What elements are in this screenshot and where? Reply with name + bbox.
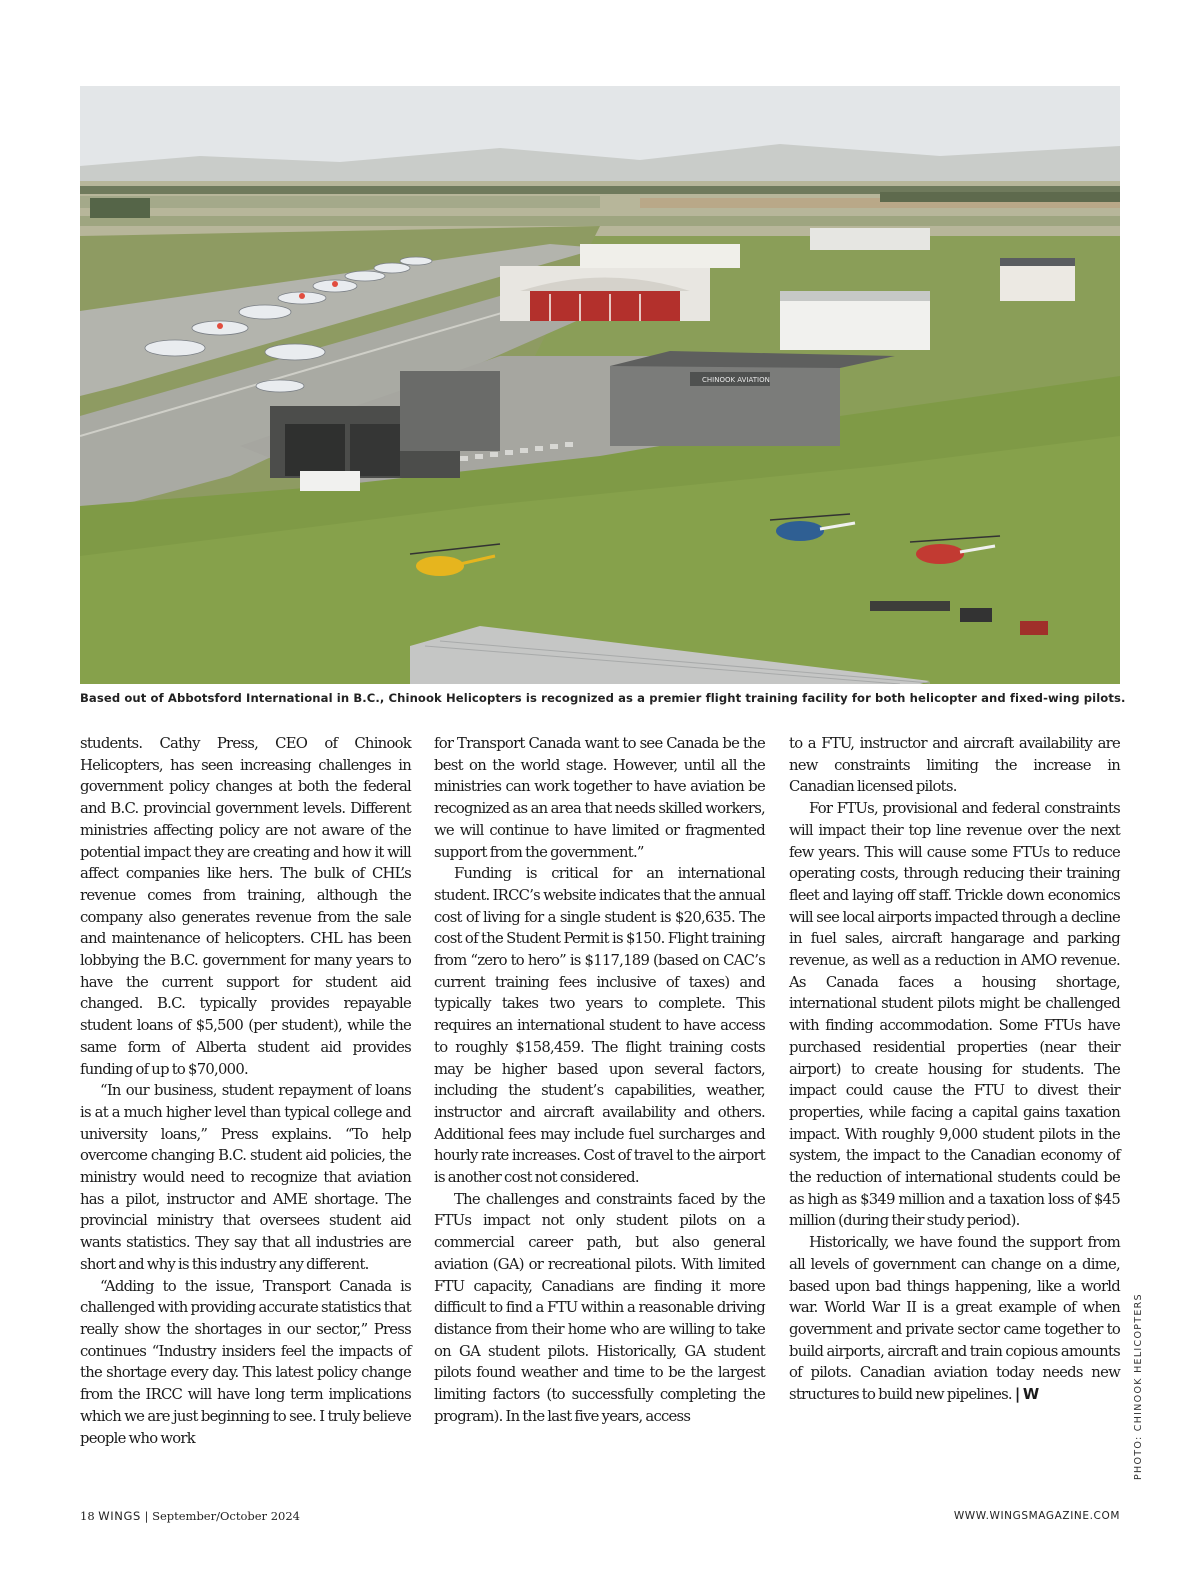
paragraph: “Adding to the issue, Transport Canada is challenged with providing accurate statistics that really show the shortages in our sector,” Press continues “Industry insiders feel the impacts of the shortage every day. This latest policy change from the IRCC will have long term implications which we are just beginning to see. I truly believe people who work [80, 1277, 411, 1447]
article-end-mark: | W [1014, 1386, 1039, 1404]
paragraph-text: Historically, we have found the support from all levels of government can change on a dime, based upon bad things happening, like a world war. World War II is a great example of when government and private sector came together to build airports, aircraft and train copious amounts of pilots. Canadian aviation today needs new structures to build new pipelines. [789, 1234, 1120, 1404]
paragraph: For FTUs, provisional and federal constraints will impact their top line revenue over the next few years. This will cause some FTUs to reduce operating costs, through reducing their training fleet and laying off staff. Trickle down economics will see local airports impacted through a decline in fuel sales, aircraft hangarage and parking revenue, as well as a reduction in AMO revenue. As Canada faces a housing shortage, international student pilots might be challenged with finding accommodation. Some FTUs have purchased residential properties (near their airport) to create housing for students. The impact could cause the FTU to divest their properties, while facing a capital gains taxation impact. With roughly 9,000 student pilots in the system, the impact to the Canadian economy of the reduction of international students could be as high as $349 million and a taxation loss of $45 million (during their study period). [789, 800, 1120, 1230]
paragraph: “In our business, student repayment of loans is at a much higher level than typical college and university loans,” Press explains. “To help overcome changing B.C. student aid policies, the ministry would need to recognize that aviation has a pilot, instructor and AME shortage. The provincial ministry that oversees student aid wants statistics. They say that all industries are short and why is this industry any different. [80, 1082, 411, 1273]
issue-date: September/October 2024 [152, 1509, 300, 1523]
paragraph: The challenges and constraints faced by the FTUs impact not only student pilots on a commercial career path, but also general aviation (GA) or recreational pilots. With limited FTU capacity, Canadians are finding it more difficult to find a FTU within a reasonable driving distance from their home who are willing to take on GA student pilots. Historically, GA student pilots found weather and time to be the largest limiting factors (to successfully completing the program). In the last five years, access [434, 1190, 765, 1425]
article-column-3 [789, 733, 1120, 1406]
paragraph: to a FTU, instructor and aircraft availability are new constraints limiting the increase in Canadian licensed pilots. [789, 735, 1120, 796]
article-photo [80, 86, 1120, 684]
footer-separator: | [144, 1509, 149, 1523]
footer-folio [80, 1509, 300, 1523]
photo-caption: Based out of Abbotsford International in B.C., Chinook Helicopters is recognized as a premier flight training facility for both helicopter and fixed-wing pilots. [80, 691, 1126, 705]
airport-aerial-photo [80, 86, 1120, 684]
magazine-name: WINGS [98, 1509, 141, 1523]
svg-text:CHINOOK AVIATION: CHINOOK AVIATION [702, 376, 770, 384]
paragraph [789, 1232, 1120, 1406]
article-column-2 [434, 733, 765, 1428]
paragraph: Funding is critical for an international student. IRCC’s website indicates that the annual cost of living for a single student is $20,635. The cost of the Student Permit is $150. Flight training from “zero to hero” is $117,189 (based on CAC’s current training fees inclusive of taxes) and typically takes two years to complete. This requires an international student to have access to roughly $158,459. The flight training costs may be higher based upon several factors, including the student’s capabilities, weather, instructor and aircraft availability and others. Additional fees may include fuel surcharges and hourly rate increases. Cost of travel to the airport is another cost not considered. [434, 865, 765, 1187]
website-url[interactable]: WWW.WINGSMAGAZINE.COM [953, 1510, 1120, 1522]
paragraph: students. Cathy Press, CEO of Chinook Helicopters, has seen increasing challenges in government policy changes at both the federal and B.C. provincial government levels. Different ministries affecting policy are not aware of the potential impact they are creating and how it will affect companies like hers. The bulk of CHL’s revenue comes from training, although the company also generates revenue from the sale and maintenance of helicopters. CHL has been lobbying the B.C. government for many years to have the current support for student aid changed. B.C. typically provides repayable student loans of $5,500 (per student), while the same form of Alberta student aid provides funding of up to $70,000. [80, 735, 411, 1078]
photo-credit: PHOTO: CHINOOK HELICOPTERS [1133, 1293, 1144, 1480]
page-number: 18 [80, 1509, 95, 1523]
paragraph: for Transport Canada want to see Canada be the best on the world stage. However, until all the ministries can work together to have aviation be recognized as an area that needs skilled workers, we will continue to have limited or fragmented support from the government.” [434, 735, 765, 861]
article-column-1 [80, 733, 411, 1449]
